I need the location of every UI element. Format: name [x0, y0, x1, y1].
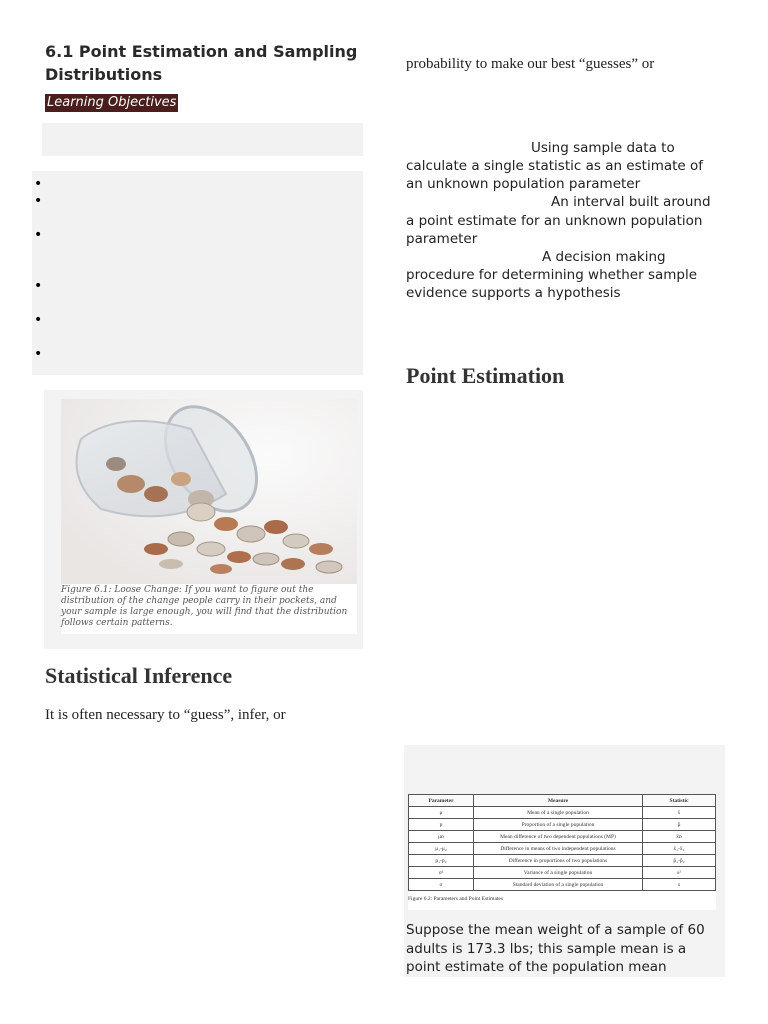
- figure-card: [44, 390, 363, 649]
- learning-objectives-badge: Learning Objectives: [47, 95, 177, 110]
- table-cell: Difference in proportions of two populations: [474, 855, 643, 867]
- section-title: 6.1 Point Estimation and Sampling Distributions: [45, 42, 358, 84]
- table-cell: p: [409, 819, 474, 831]
- table-header-cell: Statistic: [643, 795, 716, 807]
- table-cell: x̄: [643, 807, 716, 819]
- table-row: [409, 843, 716, 855]
- table-header-row: [409, 795, 716, 807]
- table-cell: μ₁-μ₂: [409, 843, 474, 855]
- table-cell: Mean of a single population: [474, 807, 643, 819]
- parameters-table: [408, 794, 716, 891]
- list-bullet: •: [34, 312, 43, 328]
- definition-line: An interval built around: [551, 194, 711, 210]
- definition-line: Using sample data to: [531, 140, 675, 156]
- list-bullet: •: [34, 193, 43, 209]
- table-cell: Proportion of a single population: [474, 819, 643, 831]
- loose-change-photo: [61, 399, 357, 584]
- table-cell: μᴅ: [409, 831, 474, 843]
- table-row: [409, 879, 716, 891]
- table-row: [409, 819, 716, 831]
- definition-line: an unknown population parameter: [406, 176, 641, 192]
- definition-line: A decision making: [542, 249, 666, 265]
- figure-caption: Figure 6.1: Loose Change: If you want to figure out the distribution of the change people carry in their pockets, and your sample is large enough, you will find that the distribution follows certain patterns.: [61, 585, 348, 628]
- list-bullet: •: [34, 346, 43, 362]
- table-row: [409, 807, 716, 819]
- table-cell: Standard deviation of a single population: [474, 879, 643, 891]
- table-cell: Variance of a single population: [474, 867, 643, 879]
- list-bullet: •: [34, 278, 43, 294]
- inference-text: It is often necessary to “guess”, infer, or: [45, 707, 286, 723]
- objectives-intro-panel: [42, 123, 363, 156]
- table-cell: x̄ᴅ: [643, 831, 716, 843]
- list-bullet: •: [34, 227, 43, 243]
- table-cell: s: [643, 879, 716, 891]
- definition-line: evidence supports a hypothesis: [406, 285, 621, 301]
- suppose-paragraph: Suppose the mean weight of a sample of 60 adults is 173.3 lbs; this sample mean is a point estimate of the population mean: [406, 922, 705, 975]
- definition-line: a point estimate for an unknown population: [406, 213, 703, 229]
- table-row: [409, 855, 716, 867]
- table-cell: σ: [409, 879, 474, 891]
- table-caption: Figure 6.2: Parameters and Point Estimates: [408, 896, 504, 902]
- definition-line: procedure for determining whether sample: [406, 267, 698, 283]
- table-cell: p̂: [643, 819, 716, 831]
- definition-line: parameter: [406, 231, 478, 247]
- table-cell: x̄₁-x̄₂: [643, 843, 716, 855]
- parameters-table-card: [404, 745, 725, 977]
- statistical-inference-heading: Statistical Inference: [45, 663, 233, 688]
- objectives-list-panel: [32, 171, 363, 375]
- table-row: [409, 831, 716, 843]
- point-estimation-heading: Point Estimation: [406, 363, 565, 388]
- table-cell: Difference in means of two independent populations: [474, 843, 643, 855]
- table-cell: Mean difference of two dependent populations (MP): [474, 831, 643, 843]
- table-header-cell: Parameter: [409, 795, 474, 807]
- table-cell: μ: [409, 807, 474, 819]
- table-header-cell: Measure: [474, 795, 643, 807]
- table-cell: σ²: [409, 867, 474, 879]
- table-cell: s²: [643, 867, 716, 879]
- probability-text: probability to make our best “guesses” or: [406, 56, 655, 72]
- list-bullet: •: [34, 176, 43, 192]
- table-row: [409, 867, 716, 879]
- table-cell: p̂₁-p̂₂: [643, 855, 716, 867]
- definition-line: calculate a single statistic as an estimate of: [406, 158, 704, 174]
- table-cell: p₁-p₂: [409, 855, 474, 867]
